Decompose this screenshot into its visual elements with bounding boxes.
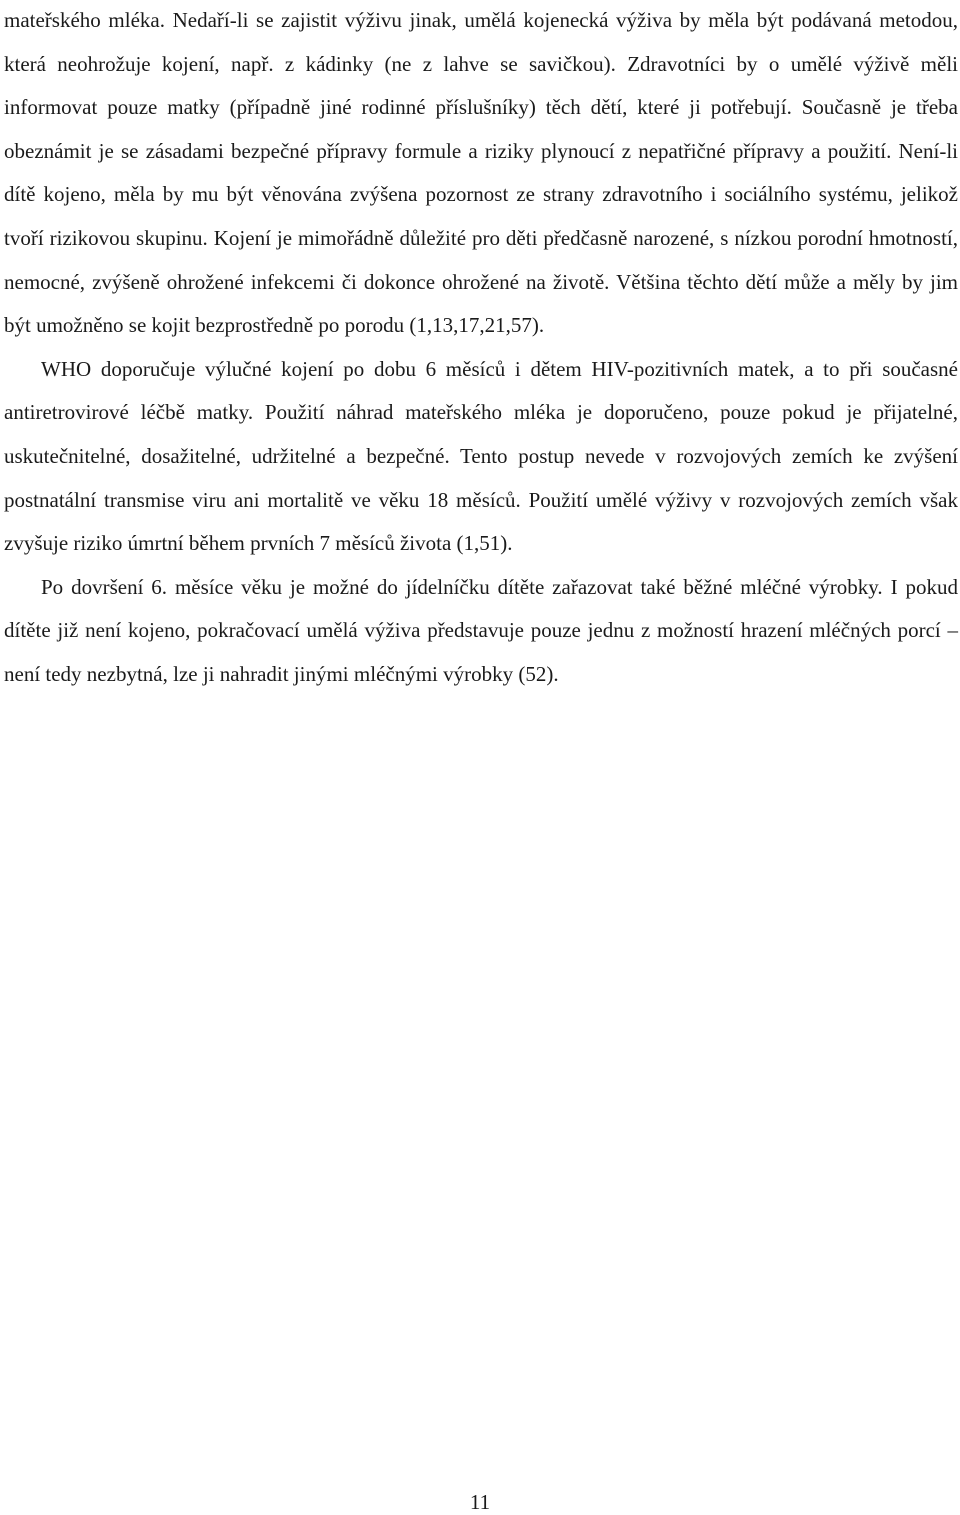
paragraph: Po dovršení 6. měsíce věku je možné do jídelníčku dítěte zařazovat také běžné mléčné výrobky. I pokud dítěte již není kojeno, pokračovací umělá výživa představuje pouze jednu z možností hrazení mléčných porcí – není tedy nezbytná, lze ji nahradit jinými mléčnými výrobky (52). bbox=[4, 574, 958, 686]
body-text bbox=[4, 0, 958, 697]
paragraph: WHO doporučuje výlučné kojení po dobu 6 měsíců i dětem HIV-pozitivních matek, a to při současné antiretrovirové léčbě matky. Použití náhrad mateřského mléka je doporučeno, pouze pokud je přijatelné, uskutečnitelné, dosažitelné, udržitelné a bezpečné. Tento postup nevede v rozvojových zemích ke zvýšení postnatální transmise viru ani mortalitě ve věku 18 měsíců. Použití umělé výživy v rozvojových zemích však zvyšuje riziko úmrtní během prvních 7 měsíců života (1,51). bbox=[4, 356, 958, 556]
page-number: 11 bbox=[469, 1490, 491, 1514]
paragraph: mateřského mléka. Nedaří-li se zajistit výživu jinak, umělá kojenecká výživa by měla být podávaná metodou, která neohrožuje kojení, např. z kádinky (ne z lahve se savičkou). Zdravotníci by o umělé výživě měli informovat pouze matky (případně jiné rodinné příslušníky) těch dětí, které ji potřebují. Současně je třeba obeznámit je se zásadami bezpečné přípravy formule a riziky plynoucí z nepatřičné přípravy a použití. Není-li dítě kojeno, měla by mu být věnována zvýšena pozornost ze strany zdravotního i sociálního systému, jelikož tvoří rizikovou skupinu. Kojení je mimořádně důležité pro děti předčasně narozené, s nízkou porodní hmotností, nemocné, zvýšeně ohrožené infekcemi či dokonce ohrožené na životě. Většina těchto dětí může a měly by jim být umožněno se kojit bezprostředně po porodu (1,13,17,21,57). bbox=[4, 8, 958, 338]
